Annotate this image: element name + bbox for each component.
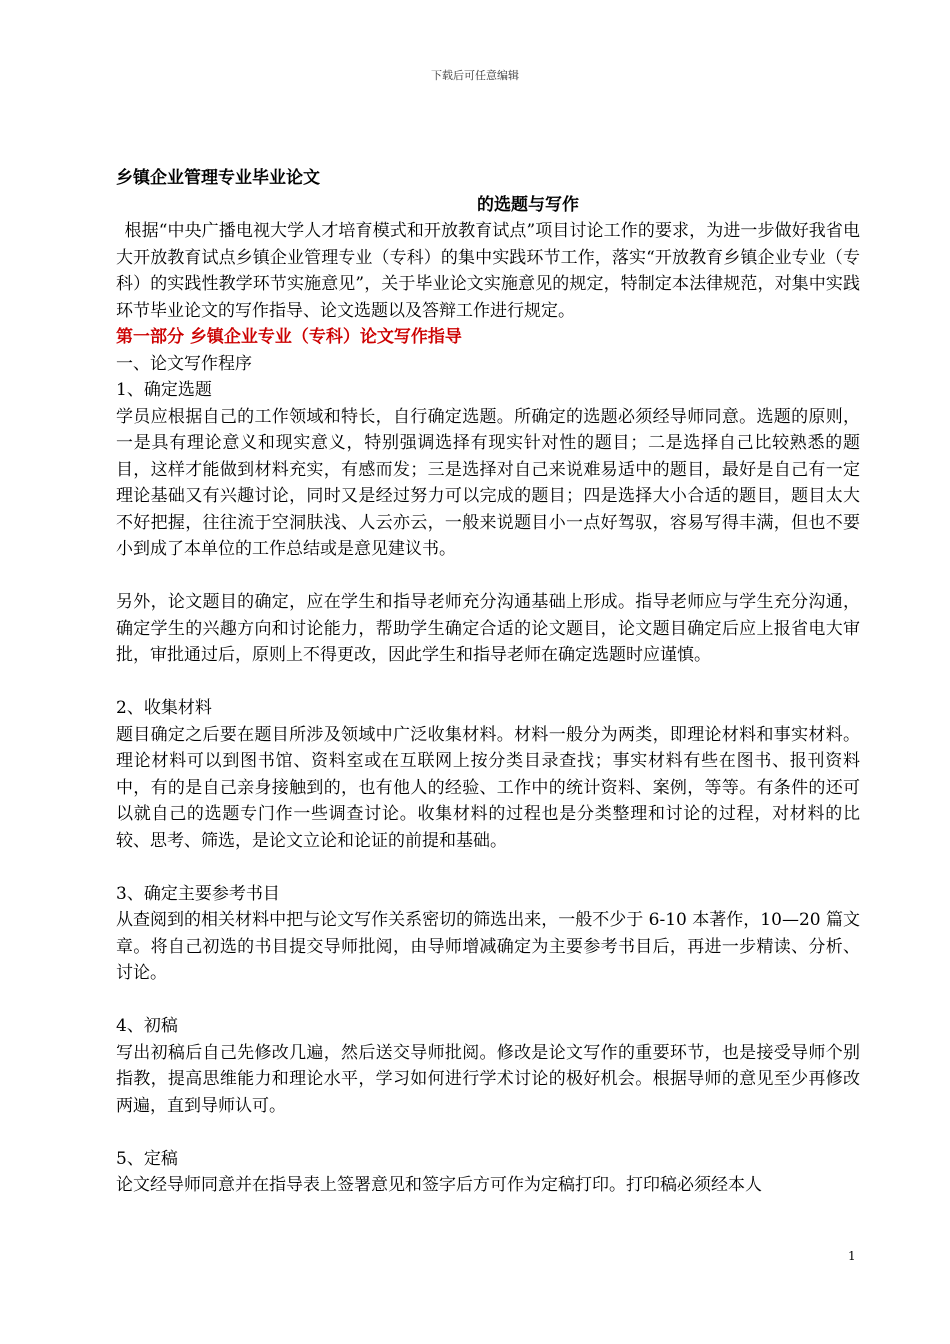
paragraph-gap (116, 1119, 860, 1146)
document-title-line2: 的选题与写作 (477, 194, 579, 215)
section1-heading: 一、论文写作程序 (116, 353, 252, 374)
part1-heading: 第一部分 乡镇企业专业（专科）论文写作指导 (116, 327, 462, 347)
paragraph-gap (116, 563, 860, 590)
step1-paragraph2: 另外，论文题目的确定，应在学生和指导老师充分沟通基础上形成。指导老师应与学生充分沟通，确定学生的兴趣方向和讨论能力，帮助学生确定合适的论文题目，论文题目确定后应上报省电大审批，审批通过后，原则上不得更改，因此学生和指导老师在确定选题时应谨慎。 (116, 592, 860, 665)
page-number: 1 (848, 1249, 856, 1263)
step1-paragraph1: 学员应根据自己的工作领域和特长，自行确定选题。所确定的选题必须经导师同意。选题的原则，一是具有理论意义和现实意义，特别强调选择有现实针对性的题目；二是选择自己比较熟悉的题目，这样才能做到材料充实，有感而发；三是选择对自己来说难易适中的题目，最好是自己有一定理论基础又有兴趣讨论，同时又是经过努力可以完成的题目；四是选择大小合适的题目，题目太大不好把握，往往流于空洞肤浅、人云亦云，一般来说题目小一点好驾驭，容易写得丰满，但也不要小到成了本单位的工作总结或是意见建议书。 (116, 406, 860, 559)
step2-paragraph: 题目确定之后要在题目所涉及领域中广泛收集材料。材料一般分为两类，即理论材料和事实材料。理论材料可以到图书馆、资料室或在互联网上按分类目录查找；事实材料有些在图书、报刊资料中，有的是自己亲身接触到的，也有他人的经验、工作中的统计资料、案例，等等。有条件的还可以就自己的选题专门作一些调查讨论。收集材料的过程也是分类整理和讨论的过程，对材料的比较、思考、筛选，是论文立论和论证的前提和基础。 (116, 724, 860, 851)
paragraph-gap (116, 987, 860, 1014)
document-body (116, 165, 860, 1199)
step4-paragraph: 写出初稿后自己先修改几遍，然后送交导师批阅。修改是论文写作的重要环节，也是接受导师个别指教，提高思维能力和理论水平，学习如何进行学术讨论的极好机会。根据导师的意见至少再修改两遍，直到导师认可。 (116, 1042, 860, 1116)
step1-heading: 1、确定选题 (116, 380, 212, 400)
step5-paragraph: 论文经导师同意并在指导表上签署意见和签字后方可作为定稿打印。打印稿必须经本人 (116, 1175, 762, 1195)
paragraph-gap (116, 854, 860, 881)
step4-heading: 4、初稿 (116, 1016, 178, 1036)
paragraph-gap (116, 669, 860, 696)
step3-paragraph: 从查阅到的相关材料中把与论文写作关系密切的筛选出来，一般不少于 6-10 本著作，10—20 篇文章。将自己初选的书目提交导师批阅，由导师增减确定为主要参考书目后，再进一步精读、分析、讨论。 (116, 910, 860, 983)
step5-heading: 5、定稿 (116, 1148, 178, 1169)
step3-heading: 3、确定主要参考书目 (116, 883, 280, 904)
document-title-line1: 乡镇企业管理专业毕业论文 (116, 168, 320, 188)
intro-paragraph: 根据“中央广播电视大学人才培育模式和开放教育试点”项目讨论工作的要求，为进一步做好我省电大开放教育试点乡镇企业管理专业（专科）的集中实践环节工作，落实“开放教育乡镇企业专业（专科）的实践性教学环节实施意见”，关于毕业论文实施意见的规定，特制定本法律规范，对集中实践环节毕业论文的写作指导、论文选题以及答辩工作进行规定。 (116, 221, 860, 321)
page-header-note: 下载后可任意编辑 (431, 69, 519, 82)
step2-heading: 2、收集材料 (116, 698, 212, 718)
